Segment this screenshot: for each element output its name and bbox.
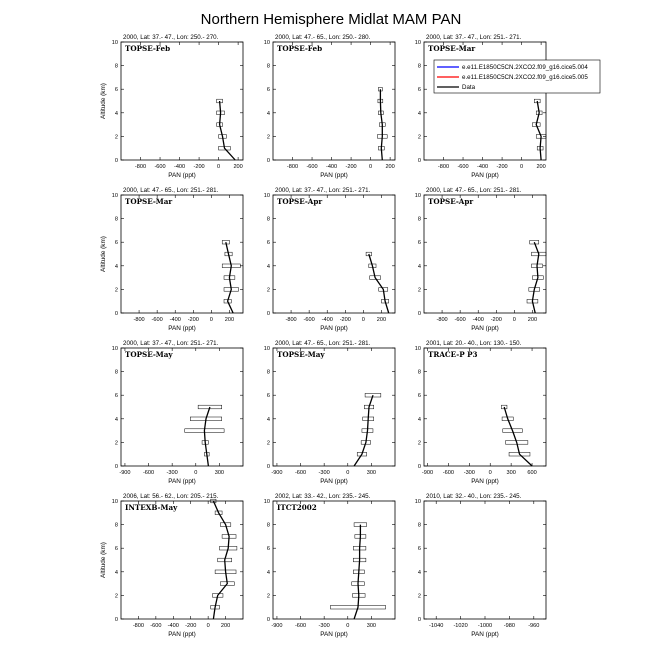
- y-tick-label: 8: [114, 63, 118, 70]
- panel-header: 2000, Lat: 47.- 65., Lon: 251.- 281.: [123, 187, 219, 194]
- panel-label: ITCT2002: [277, 503, 317, 512]
- x-tick-label: -600: [457, 164, 469, 170]
- x-tick-label: -800: [436, 317, 448, 323]
- plot-frame: [273, 501, 395, 619]
- y-tick-label: 8: [266, 63, 270, 70]
- x-tick-label: 0: [217, 164, 221, 170]
- y-tick-label: 10: [414, 40, 421, 46]
- x-tick-label: -600: [154, 164, 166, 170]
- series-data: [330, 523, 385, 619]
- x-tick-label: 0: [488, 470, 492, 476]
- x-tick-label: 300: [366, 470, 377, 476]
- panel-5: [264, 187, 395, 332]
- x-tick-label: -600: [454, 317, 466, 323]
- x-axis-label: PAN (ppt): [168, 325, 196, 332]
- y-tick-label: 2: [114, 440, 118, 447]
- y-tick-label: 0: [266, 464, 270, 470]
- panel-6: [415, 187, 546, 332]
- x-tick-label: 200: [536, 164, 546, 170]
- y-tick-label: 0: [266, 158, 270, 164]
- profile-line: [213, 501, 229, 619]
- x-tick-label: -400: [321, 317, 333, 323]
- x-tick-label: -200: [339, 317, 351, 323]
- x-axis-label: PAN (ppt): [471, 172, 499, 179]
- panel-label: TOPSE-May: [277, 350, 325, 359]
- series-data: [211, 499, 237, 619]
- y-tick-label: 2: [114, 134, 118, 141]
- x-axis-label: PAN (ppt): [471, 631, 499, 638]
- series-data: [366, 252, 389, 313]
- x-tick-label: -200: [345, 164, 357, 170]
- x-tick-label: -400: [167, 623, 179, 629]
- series-data: [222, 240, 240, 313]
- x-tick-label: -400: [325, 164, 338, 170]
- panel-4: [100, 187, 243, 332]
- y-tick-label: 6: [114, 546, 118, 553]
- y-tick-label: 2: [417, 440, 421, 447]
- panel-3: [415, 34, 600, 179]
- panel-7: [112, 340, 243, 485]
- panel-label: TRACE-P P3: [428, 350, 478, 359]
- plot-frame: [424, 195, 546, 313]
- y-tick-label: 8: [266, 522, 270, 529]
- plot-frame: [424, 501, 546, 619]
- profile-line: [536, 101, 541, 160]
- legend: [434, 60, 600, 93]
- y-tick-label: 10: [111, 193, 118, 199]
- y-tick-label: 6: [417, 546, 421, 553]
- panel-8: [264, 340, 395, 485]
- x-axis-label: PAN (ppt): [471, 478, 499, 485]
- y-tick-label: 8: [417, 216, 421, 223]
- panel-header: 2000, Lat: 37.- 47., Lon: 251.- 271.: [426, 34, 522, 41]
- x-tick-label: 0: [346, 470, 350, 476]
- x-tick-label: -600: [294, 470, 307, 476]
- panel-label: TOPSE-May: [125, 350, 173, 359]
- x-tick-label: 200: [220, 623, 231, 629]
- y-tick-label: 0: [114, 311, 118, 317]
- x-tick-label: -800: [437, 164, 450, 170]
- series-data: [354, 393, 381, 466]
- x-tick-label: -200: [193, 164, 205, 170]
- x-tick-label: 200: [527, 317, 538, 323]
- panel-11: [264, 493, 395, 638]
- x-tick-label: -200: [496, 164, 508, 170]
- x-tick-label: -900: [119, 470, 131, 476]
- y-tick-label: 6: [266, 393, 270, 400]
- y-tick-label: 4: [417, 569, 421, 576]
- y-tick-label: 10: [263, 193, 270, 199]
- x-tick-label: -900: [271, 623, 283, 629]
- x-tick-label: 0: [361, 317, 365, 323]
- profile-line: [380, 89, 382, 160]
- x-tick-label: -800: [134, 164, 147, 170]
- y-tick-label: 2: [114, 593, 118, 600]
- y-tick-label: 6: [114, 87, 118, 94]
- panel-2: [264, 34, 395, 179]
- panel-10: [100, 493, 243, 638]
- x-axis-label: PAN (ppt): [320, 325, 348, 332]
- x-tick-label: -600: [294, 623, 307, 629]
- x-axis-label: PAN (ppt): [168, 631, 196, 638]
- legend-entry: Data: [462, 84, 476, 91]
- y-tick-label: 0: [266, 617, 270, 623]
- x-tick-label: -800: [132, 623, 145, 629]
- series-data: [532, 99, 546, 160]
- y-tick-label: 6: [266, 87, 270, 94]
- x-tick-label: -300: [166, 470, 178, 476]
- y-tick-label: 2: [417, 287, 421, 294]
- x-tick-label: -200: [185, 623, 197, 629]
- panel-label: TOPSE-Mar: [125, 197, 173, 206]
- x-tick-label: 0: [520, 164, 524, 170]
- x-axis-label: PAN (ppt): [320, 478, 348, 485]
- x-tick-label: -600: [442, 470, 455, 476]
- x-tick-label: -400: [173, 164, 186, 170]
- x-tick-label: -800: [285, 317, 297, 323]
- y-axis-label: Altitude (km): [100, 236, 107, 272]
- plot-frame: [273, 42, 395, 160]
- panel-header: 2002, Lat: 33.- 42., Lon: 235.- 245.: [275, 493, 371, 500]
- x-tick-label: 200: [233, 164, 243, 170]
- x-tick-label: -600: [150, 623, 162, 629]
- y-tick-label: 4: [114, 569, 118, 576]
- y-tick-label: 0: [114, 464, 118, 470]
- panel-label: TOPSE-Apr: [277, 197, 323, 206]
- y-tick-label: 2: [266, 440, 270, 447]
- profile-line: [220, 101, 236, 160]
- y-tick-label: 8: [114, 522, 118, 529]
- x-tick-label: -900: [271, 470, 283, 476]
- x-tick-label: -300: [318, 623, 330, 629]
- plot-frame: [121, 42, 243, 160]
- y-tick-label: 4: [114, 416, 118, 423]
- x-tick-label: 200: [224, 317, 235, 323]
- x-tick-label: -980: [503, 623, 516, 629]
- x-tick-label: 300: [506, 470, 516, 476]
- panel-12: [415, 493, 546, 638]
- y-tick-label: 0: [266, 311, 270, 317]
- x-tick-label: 0: [194, 470, 198, 476]
- x-tick-label: 600: [527, 470, 537, 476]
- x-tick-label: -400: [476, 164, 489, 170]
- panel-header: 2000, Lat: 47.- 65., Lon: 250.- 280.: [275, 34, 371, 41]
- y-tick-label: 8: [266, 369, 270, 376]
- panel-grid: [100, 34, 600, 638]
- x-axis-label: PAN (ppt): [168, 172, 196, 179]
- x-tick-label: -600: [151, 317, 163, 323]
- legend-entry: e.e11.E1850C5CN.2XCO2.f09_g16.cice5.004: [462, 64, 588, 71]
- y-tick-label: 6: [417, 87, 421, 94]
- x-tick-label: 0: [346, 623, 350, 629]
- y-tick-label: 2: [266, 287, 270, 294]
- y-tick-label: 10: [414, 193, 421, 199]
- x-tick-label: -900: [421, 470, 434, 476]
- x-tick-label: -1040: [429, 623, 444, 629]
- panel-header: 2010, Lat: 32.- 40., Lon: 235.- 245.: [426, 493, 522, 500]
- plot-frame: [273, 195, 395, 313]
- x-tick-label: -1000: [477, 623, 493, 629]
- series-data: [185, 405, 224, 466]
- panel-header: 2000, Lat: 47.- 65., Lon: 251.- 281.: [275, 340, 371, 347]
- panel-header: 2000, Lat: 37.- 47., Lon: 251.- 271.: [123, 340, 219, 347]
- y-tick-label: 2: [114, 287, 118, 294]
- x-tick-label: 0: [369, 164, 373, 170]
- x-tick-label: -960: [528, 623, 540, 629]
- y-tick-label: 10: [263, 346, 270, 352]
- y-tick-label: 0: [417, 464, 421, 470]
- y-tick-label: 0: [417, 311, 421, 317]
- x-axis-label: PAN (ppt): [320, 172, 348, 179]
- y-tick-label: 10: [111, 499, 118, 505]
- panel-9: [415, 340, 546, 485]
- panel-header: 2001, Lat: 20.- 40., Lon: 130.- 150.: [426, 340, 522, 347]
- y-tick-label: 2: [417, 134, 421, 141]
- x-tick-label: 0: [209, 317, 213, 323]
- y-tick-label: 4: [266, 569, 270, 576]
- y-tick-label: 0: [417, 617, 421, 623]
- x-tick-label: 200: [385, 164, 395, 170]
- x-tick-label: -300: [318, 470, 330, 476]
- y-tick-label: 8: [417, 63, 421, 70]
- plot-frame: [424, 348, 546, 466]
- panel-label: TOPSE-Feb: [277, 44, 323, 53]
- series-data: [377, 87, 387, 160]
- y-tick-label: 8: [114, 216, 118, 223]
- y-tick-label: 6: [266, 546, 270, 553]
- x-tick-label: 300: [214, 470, 225, 476]
- y-tick-label: 10: [263, 499, 270, 505]
- x-tick-label: 0: [512, 317, 516, 323]
- y-tick-label: 2: [266, 134, 270, 141]
- y-tick-label: 10: [414, 346, 421, 352]
- y-tick-label: 2: [417, 593, 421, 600]
- panel-header: 2000, Lat: 37.- 47., Lon: 251.- 271.: [275, 187, 371, 194]
- y-tick-label: 0: [417, 158, 421, 164]
- panel-label: TOPSE-Apr: [428, 197, 474, 206]
- x-axis-label: PAN (ppt): [471, 325, 499, 332]
- y-tick-label: 10: [111, 40, 118, 46]
- x-tick-label: -400: [472, 317, 484, 323]
- y-tick-label: 8: [417, 369, 421, 376]
- profile-line: [354, 395, 373, 466]
- profile-line: [354, 525, 360, 619]
- legend-entry: e.e11.E1850C5CN.2XCO2.f09_g16.cice5.005: [462, 74, 588, 81]
- x-tick-label: 200: [376, 317, 387, 323]
- y-tick-label: 4: [417, 110, 421, 117]
- y-tick-label: 10: [111, 346, 118, 352]
- panel-label: TOPSE-Feb: [125, 44, 171, 53]
- x-axis-label: PAN (ppt): [168, 478, 196, 485]
- y-tick-label: 8: [417, 522, 421, 529]
- x-tick-label: -400: [169, 317, 181, 323]
- figure-title: Northern Hemisphere Midlat MAM PAN: [200, 11, 462, 28]
- x-tick-label: -300: [463, 470, 475, 476]
- y-tick-label: 4: [114, 110, 118, 117]
- y-tick-label: 4: [266, 416, 270, 423]
- plot-frame: [273, 348, 395, 466]
- x-tick-label: 0: [206, 623, 210, 629]
- y-tick-label: 6: [417, 240, 421, 247]
- panel-header: 2000, Lat: 47.- 65., Lon: 251.- 281.: [426, 187, 522, 194]
- panel-header: 2000, Lat: 37.- 47., Lon: 250.- 270.: [123, 34, 219, 41]
- y-tick-label: 10: [414, 499, 421, 505]
- y-tick-label: 6: [114, 240, 118, 247]
- y-tick-label: 4: [114, 263, 118, 270]
- panel-label: TOPSE-Mar: [428, 44, 476, 53]
- x-tick-label: -600: [142, 470, 155, 476]
- x-tick-label: 300: [366, 623, 377, 629]
- y-tick-label: 6: [266, 240, 270, 247]
- y-tick-label: 6: [417, 393, 421, 400]
- profile-line: [504, 407, 532, 466]
- y-tick-label: 2: [266, 593, 270, 600]
- x-tick-label: -600: [303, 317, 315, 323]
- y-tick-label: 8: [266, 216, 270, 223]
- x-tick-label: -800: [133, 317, 145, 323]
- y-axis-label: Altitude (km): [100, 542, 107, 578]
- y-tick-label: 10: [263, 40, 270, 46]
- y-tick-label: 0: [114, 617, 118, 623]
- y-tick-label: 4: [417, 263, 421, 270]
- x-tick-label: -200: [187, 317, 199, 323]
- plot-frame: [121, 348, 243, 466]
- x-tick-label: -200: [490, 317, 502, 323]
- x-tick-label: -600: [306, 164, 318, 170]
- panel-header: 2006, Lat: 56.- 62., Lon: 205.- 215.: [123, 493, 219, 500]
- x-tick-label: -1020: [453, 623, 468, 629]
- series-data: [527, 240, 546, 313]
- panel-label: INTEXB-May: [125, 503, 178, 512]
- x-tick-label: -800: [286, 164, 299, 170]
- y-axis-label: Altitude (km): [100, 83, 107, 119]
- y-tick-label: 4: [266, 110, 270, 117]
- y-tick-label: 0: [114, 158, 118, 164]
- series-data: [217, 99, 236, 160]
- y-tick-label: 4: [417, 416, 421, 423]
- panel-1: [100, 34, 243, 179]
- x-axis-label: PAN (ppt): [320, 631, 348, 638]
- profile-line: [204, 407, 210, 466]
- y-tick-label: 4: [266, 263, 270, 270]
- y-tick-label: 8: [114, 369, 118, 376]
- series-data: [501, 405, 532, 466]
- profile-line: [369, 254, 389, 313]
- y-tick-label: 6: [114, 393, 118, 400]
